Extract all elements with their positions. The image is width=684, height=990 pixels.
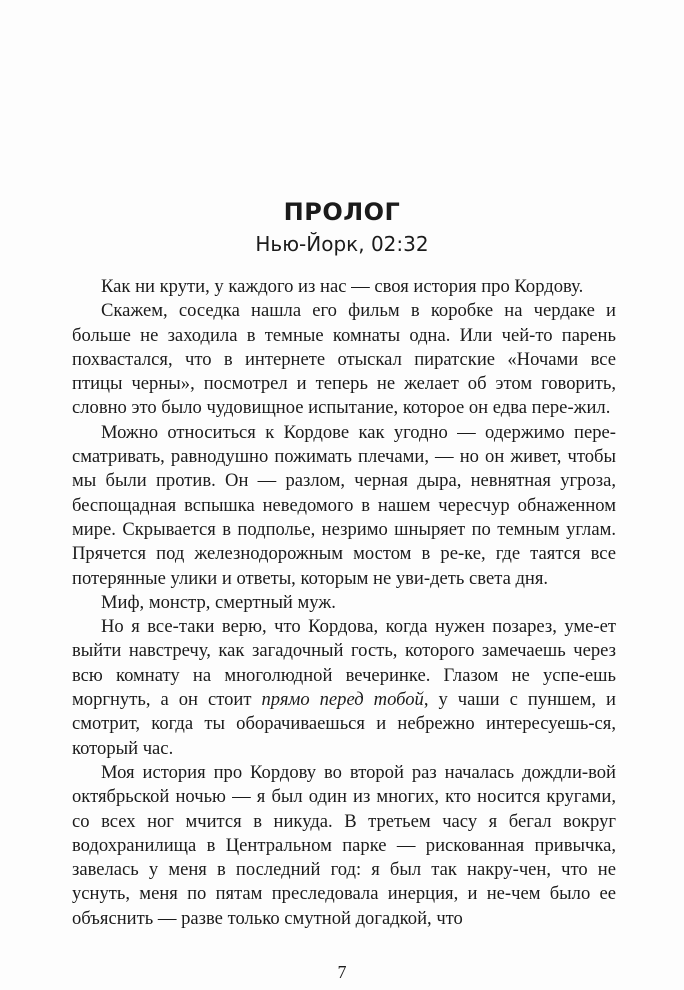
body-text (72, 275, 616, 931)
paragraph (72, 615, 616, 761)
paragraph: Миф, монстр, смертный муж. (101, 591, 336, 613)
emphasized-text: прямо перед тобой (261, 689, 424, 711)
page-number: 7 (337, 962, 347, 982)
chapter-subtitle: Нью-Йорк, 02:32 (255, 232, 429, 256)
paragraph-text: Но я все-таки верю, что Кордова, когда нужен позарез, уме-ет выйти навстречу, как загадочный гость, которого замечаешь через всю комнату на многолюдной вечеринке. Глазом не успе-ешь моргнуть, а он стоит (72, 616, 616, 711)
paragraph: Моя история про Кордову во второй раз началась дождли-вой октябрьской ночью — я был один из многих, кто носится кругами, со всех ног мчится в никуда. В третьем часу я бегал вокруг водохранилища в Центральном парке — рискованная привычка, завелась у меня в последний год: я был так накру-чен, что не уснуть, меня по пятам преследовала инерция, и не-чем было ее объяснить — разве только смутной догадкой, что (72, 761, 616, 929)
paragraph: Скажем, соседка нашла его фильм в коробке на чердаке и больше не заходила в темные комнаты одна. Или чей-то парень похвастался, что в интернете отыскал пиратские «Ночами все птицы черны», посмотрел и теперь не желает об этом говорить, словно это было чудовищное испытание, которое он едва пере-жил. (72, 300, 616, 419)
paragraph: Как ни крути, у каждого из нас — своя история про Кордову. (101, 276, 584, 297)
paragraph: Можно относиться к Кордове как угодно — одержимо пере-сматривать, равнодушно пожимать плечами, — но он живет, чтобы мы были против. Он — разлом, черная дыра, невнятная угроза, беспощадная вспышка неведомого в нашем чересчур обнаженном мире. Скрывается в подполье, незримо шныряет по темным углам. Прячется под железнодорожным мостом в ре-ке, где таятся все потерянные улики и ответы, которым не уви-деть света дня. (72, 421, 616, 589)
paragraph-text: , у чаши с пуншем, и смотрит, когда ты оборачиваешься и небрежно интересуешь-ся, который час. (72, 689, 616, 759)
chapter-title: ПРОЛОГ (283, 198, 401, 226)
